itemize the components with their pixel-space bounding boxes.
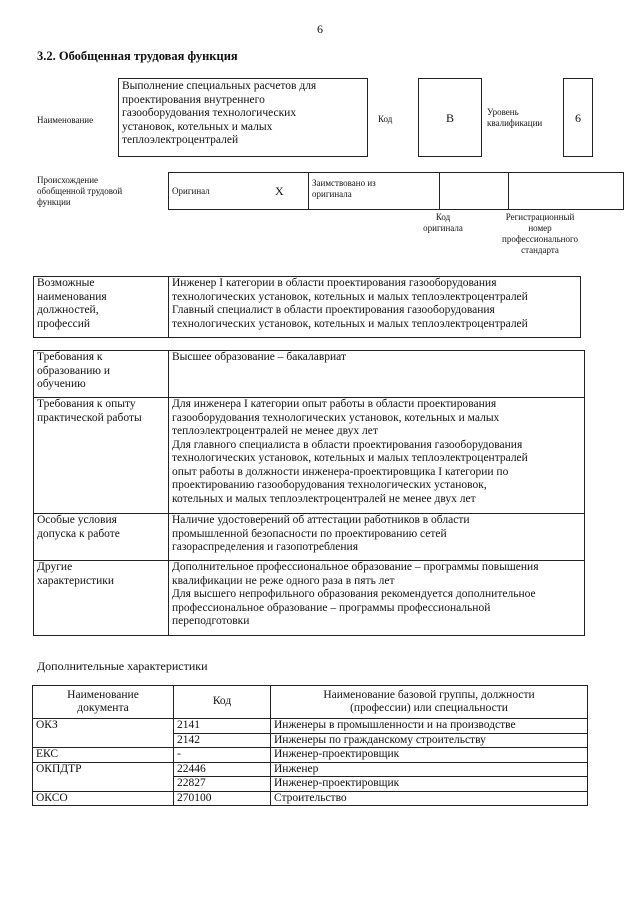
label-line: допуска к работе [37, 527, 120, 540]
code-cell: 22446 [174, 762, 271, 777]
caption-line: профессионального [502, 234, 578, 244]
label-line: наименования [37, 290, 107, 303]
code-cell: 270100 [174, 791, 271, 806]
value-line: квалификации не реже одного раза в пять лет [172, 574, 395, 587]
requirement-value [169, 561, 585, 636]
table-row [33, 777, 588, 792]
value-line: Для инженера I категории опыт работы в области проектирования [172, 398, 497, 410]
group-cell: Инженер-проектировщик [271, 777, 588, 792]
level-label [487, 107, 542, 129]
origin-table [168, 172, 624, 210]
value-line: переподготовки [172, 615, 250, 627]
value-line: Инженер I категории в области проектирования газооборудования [172, 277, 497, 289]
requirement-label [34, 561, 169, 636]
requirement-label [34, 351, 169, 398]
value-line: проектированию газооборудования технологических установок, [172, 479, 487, 491]
header-line: Наименование [67, 688, 139, 701]
code-original-cell [440, 173, 509, 210]
level-label-line: Уровень [487, 107, 519, 117]
header-doc [33, 686, 174, 719]
doc-cell: ОКСО [33, 791, 174, 806]
borrowed-label-line: Заимствовано из [312, 178, 376, 188]
positions-value [169, 277, 581, 338]
label-line: профессий [37, 317, 91, 330]
group-cell: Строительство [271, 791, 588, 806]
original-mark-cell [272, 173, 309, 210]
value-line: Для высшего непрофильного образования рекомендуется дополнительное [172, 588, 536, 600]
group-cell: Инженер-проектировщик [271, 748, 588, 763]
function-name-line: проектирования внутреннего [122, 93, 265, 106]
caption-line: номер [528, 223, 552, 233]
caption-line: Регистрационный [505, 212, 575, 222]
label-line: Возможные [37, 277, 95, 289]
additional-title: Дополнительные характеристики [37, 659, 208, 673]
positions-label [34, 277, 169, 338]
group-cell: Инженеры в промышленности и на производстве [271, 719, 588, 734]
value-line: Высшее образование – бакалавриат [172, 351, 346, 363]
label-line: должностей, [37, 304, 99, 316]
value-line: Наличие удостоверений об аттестации работников в области [172, 514, 470, 526]
label-line: практической работы [37, 411, 142, 424]
value-line: технологических установок, котельных и малых теплоэлектроцентралей [172, 317, 528, 330]
table-row [33, 748, 588, 763]
label-line: обучению [37, 378, 86, 390]
original-cell [169, 173, 273, 210]
table-row [33, 762, 588, 777]
page-number: 6 [317, 22, 323, 36]
requirements-table [33, 350, 585, 636]
reg-number-cell [509, 173, 624, 210]
original-mark: X [275, 183, 284, 198]
value-line: Дополнительное профессиональное образование – программы повышения [172, 561, 539, 573]
function-name-line: газооборудования технологических [122, 107, 297, 119]
origin-label-line: Происхождение [37, 175, 99, 185]
doc-cell [33, 733, 174, 748]
header-line: (профессии) или специальности [350, 702, 508, 714]
function-name-line: теплоэлектроцентралей [122, 134, 239, 146]
level-label-line: квалификации [487, 118, 543, 128]
code-cell: 2142 [174, 733, 271, 748]
value-line: технологических установок, котельных и малых теплоэлектроцентралей [172, 452, 528, 464]
label-line: Требования к [37, 351, 103, 363]
label-line: Особые условия [37, 514, 117, 526]
value-line: газооборудования технологических установок, котельных и малых [172, 411, 500, 424]
value-line: промышленной безопасности по проектированию сетей [172, 527, 447, 540]
value-line: технологических установок, котельных и малых теплоэлектроцентралей [172, 290, 528, 303]
value-line: опыт работы в должности инженера-проектировщика I категории по [172, 465, 509, 478]
table-row [33, 719, 588, 734]
code-cell: 22827 [174, 777, 271, 792]
value-line: профессиональное образование – программы профессиональной [172, 601, 491, 614]
level-box [563, 78, 593, 157]
header-code: Код [174, 686, 271, 719]
caption-line: Код [435, 212, 451, 222]
function-name-line: Выполнение специальных расчетов для [122, 80, 317, 92]
label-line: Другие [37, 561, 73, 573]
reg-number-caption [484, 212, 596, 256]
function-name-line: установок, котельных и малых [122, 120, 273, 133]
header-line: документа [77, 702, 129, 714]
level-value: 6 [575, 111, 581, 125]
doc-cell: ОКЗ [33, 719, 174, 734]
doc-cell [33, 777, 174, 792]
origin-label-line: функции [37, 197, 71, 207]
requirement-value [169, 514, 585, 561]
requirement-value [169, 398, 585, 514]
additional-table [32, 685, 588, 806]
requirement-label [34, 514, 169, 561]
value-line: котельных и малых теплоэлектроцентралей не менее двух лет [172, 492, 476, 505]
code-original-caption [405, 212, 481, 234]
label-line: Требования к опыту [37, 398, 136, 410]
positions-table [33, 276, 581, 338]
origin-label [37, 175, 122, 208]
caption-line: оригинала [423, 223, 463, 233]
function-name-box [118, 78, 368, 157]
requirement-value [169, 351, 585, 398]
section-title: 3.2. Обобщенная трудовая функция [37, 49, 238, 63]
value-line: Для главного специалиста в области проектирования газооборудования [172, 438, 523, 451]
requirement-label [34, 398, 169, 514]
borrowed-cell [309, 173, 440, 210]
doc-cell: ЕКС [33, 748, 174, 763]
label-line: характеристики [37, 574, 115, 587]
header-group [271, 686, 588, 719]
code-box [418, 78, 482, 157]
original-label: Оригинал [172, 185, 210, 196]
value-line: Главный специалист в области проектирования газооборудования [172, 304, 495, 316]
code-cell: - [174, 748, 271, 763]
origin-label-line: обобщенной трудовой [37, 186, 123, 196]
code-value: B [445, 111, 454, 125]
table-row [33, 733, 588, 748]
value-line: теплоэлектроцентралей не менее двух лет [172, 425, 378, 437]
header-line: Наименование базовой группы, должности [323, 688, 535, 701]
borrowed-label-line: оригинала [312, 189, 352, 199]
caption-line: стандарта [521, 245, 559, 255]
value-line: газораспределения и газопотребления [172, 541, 358, 553]
code-label: Код [378, 114, 393, 124]
doc-cell: ОКПДТР [33, 762, 174, 777]
table-row [33, 791, 588, 806]
label-line: образованию и [37, 364, 110, 377]
group-cell: Инженер [271, 762, 588, 777]
group-cell: Инженеры по гражданскому строительству [271, 733, 588, 748]
code-cell: 2141 [174, 719, 271, 734]
name-label: Наименование [37, 115, 94, 125]
